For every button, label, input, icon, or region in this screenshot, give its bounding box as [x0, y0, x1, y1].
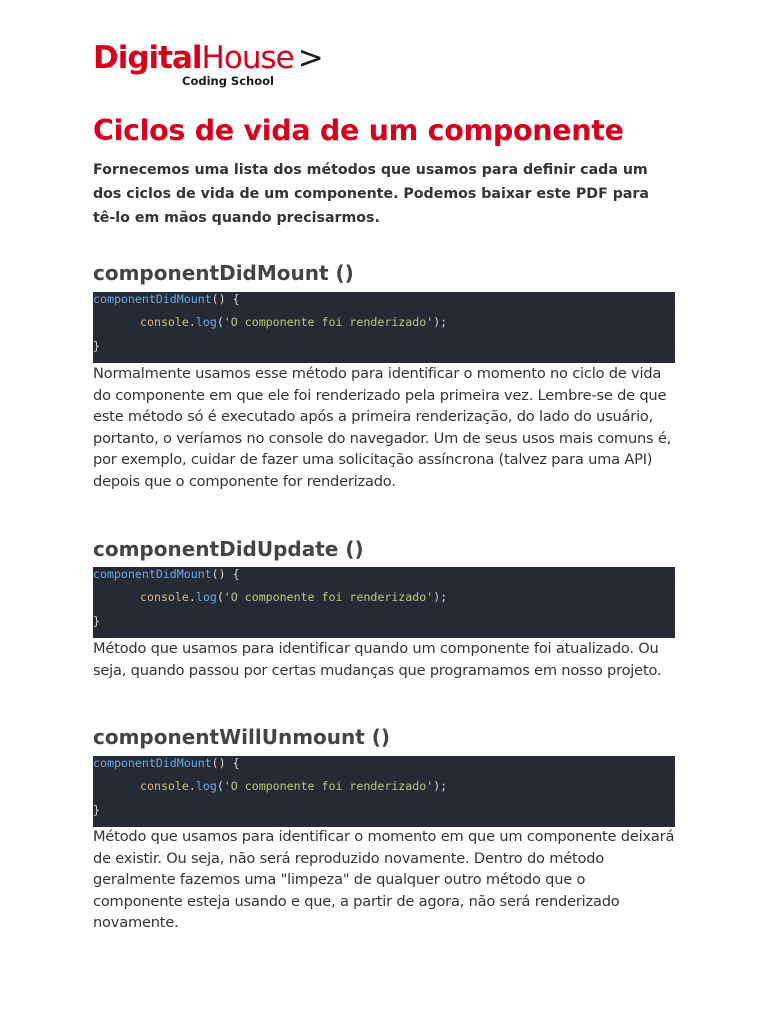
code-string: 'O componente foi renderizado': [223, 315, 434, 329]
code-close-brace: }: [93, 614, 100, 628]
code-paren-open: (: [216, 590, 224, 604]
section-heading-component-did-mount: componentDidMount (): [93, 261, 354, 285]
code-function-name: componentDidMount: [93, 756, 212, 770]
code-line: [140, 315, 447, 329]
code-object: console: [140, 779, 189, 793]
code-method: log: [195, 315, 217, 329]
code-close-brace: }: [93, 339, 100, 353]
section-heading-component-did-update: componentDidUpdate (): [93, 537, 364, 561]
section-heading-component-will-unmount: componentWillUnmount (): [93, 725, 391, 749]
logo-arrow-icon: >: [297, 40, 323, 76]
code-line: [140, 590, 447, 604]
code-paren-close: );: [433, 315, 448, 329]
logo-wordmark: [93, 40, 323, 76]
page-title: Ciclos de vida de um componente: [93, 114, 624, 147]
section-description-component-did-mount: Normalmente usamos esse método para identificar o momento no ciclo de vida do componente em que ele foi renderizado pela primeira vez. Lembre-se de que este método só é executado após a primeira renderização, do lado do usuário, portanto, o veríamos no console do navegador. Um de seus usos mais comuns é, por exemplo, cuidar de fazer uma solicitação assíncrona (talvez para uma API) depois que o componente for renderizado.: [93, 365, 672, 490]
code-function-name: componentDidMount: [93, 567, 212, 581]
digital-house-logo: [93, 40, 323, 92]
code-dot: .: [188, 779, 196, 793]
section-description-component-did-update: Método que usamos para identificar quando um componente foi atualizado. Ou seja, quando passou por certas mudanças que programamos em nosso projeto.: [93, 640, 662, 679]
code-string: 'O componente foi renderizado': [223, 779, 434, 793]
code-function-tail: () {: [211, 567, 240, 581]
code-close-brace: }: [93, 803, 100, 817]
code-block-component-did-update: [93, 567, 675, 638]
code-method: log: [195, 590, 217, 604]
code-line: [93, 339, 100, 353]
code-line: [93, 803, 100, 817]
code-line: [93, 614, 100, 628]
code-paren-open: (: [216, 315, 224, 329]
intro-paragraph: Fornecemos uma lista dos métodos que usamos para definir cada um dos ciclos de vida de um componente. Podemos baixar este PDF para tê-lo em mãos quando precisarmos.: [93, 162, 650, 226]
code-dot: .: [188, 590, 196, 604]
code-paren-close: );: [433, 590, 448, 604]
section-description-component-will-unmount: Método que usamos para identificar o momento em que um componente deixará de existir. Ou seja, não será reproduzido novamente. Dentro do método geralmente fazemos uma "limpeza" de qualquer outro método que o componente esteja usando e que, a partir de agora, não será renderizado novamente.: [93, 828, 675, 931]
code-function-tail: () {: [211, 292, 240, 306]
code-line: [140, 779, 447, 793]
code-line: [93, 292, 240, 306]
code-block-component-will-unmount: [93, 756, 675, 827]
code-function-tail: () {: [211, 756, 240, 770]
logo-brand-bold: Digital: [93, 40, 202, 76]
logo-subtitle: Coding School: [182, 74, 274, 88]
code-block-component-did-mount: [93, 292, 675, 363]
code-paren-close: );: [433, 779, 448, 793]
code-dot: .: [188, 315, 196, 329]
code-line: [93, 567, 240, 581]
code-object: console: [140, 590, 189, 604]
code-object: console: [140, 315, 189, 329]
code-string: 'O componente foi renderizado': [223, 590, 434, 604]
code-method: log: [195, 779, 217, 793]
logo-brand-regular: House: [201, 40, 294, 76]
code-function-name: componentDidMount: [93, 292, 212, 306]
code-line: [93, 756, 240, 770]
code-paren-open: (: [216, 779, 224, 793]
